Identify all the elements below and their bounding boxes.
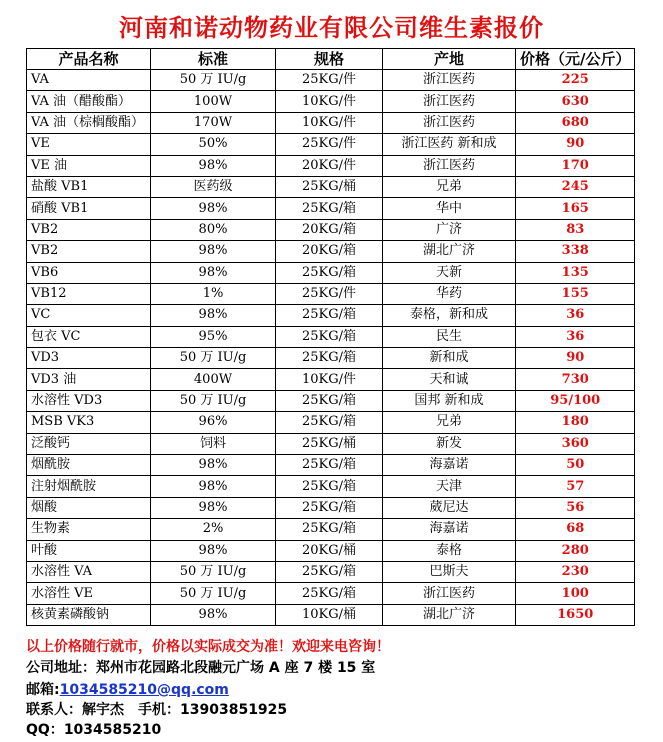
cell-price: 100 [516, 583, 635, 604]
table-row [27, 326, 635, 347]
cell-standard: 98% [151, 305, 276, 326]
cell-price: 730 [516, 369, 635, 390]
cell-origin: 海嘉诺 [383, 455, 516, 476]
cell-origin: 天津 [383, 476, 516, 497]
cell-price: 135 [516, 262, 635, 283]
cell-origin: 泰格，新和成 [383, 305, 516, 326]
cell-spec: 25KG/箱 [276, 262, 383, 283]
cell-spec: 25KG/箱 [276, 519, 383, 540]
cell-standard: 50 万 IU/g [151, 390, 276, 411]
cell-standard: 98% [151, 262, 276, 283]
cell-origin: 国邦 新和成 [383, 390, 516, 411]
cell-spec: 25KG/箱 [276, 583, 383, 604]
cell-standard: 170W [151, 112, 276, 133]
table-row [27, 155, 635, 176]
header-spec: 规格 [276, 49, 383, 70]
company-email [26, 679, 229, 699]
address-label: 公司地址： [26, 660, 96, 676]
cell-spec: 25KG/桶 [276, 176, 383, 197]
table-row [27, 305, 635, 326]
table-row [27, 540, 635, 561]
cell-standard: 98% [151, 241, 276, 262]
qq-value: 1034585210 [63, 722, 162, 738]
cell-product-name: 硝酸 VB1 [27, 198, 151, 219]
cell-standard: 50 万 IU/g [151, 561, 276, 582]
cell-spec: 25KG/箱 [276, 497, 383, 518]
cell-price: 225 [516, 70, 635, 91]
cell-spec: 10KG/桶 [276, 604, 383, 625]
cell-origin: 天新 [383, 262, 516, 283]
table-row [27, 369, 635, 390]
table-row [27, 112, 635, 133]
cell-price: 360 [516, 433, 635, 454]
cell-origin: 天和诚 [383, 369, 516, 390]
cell-origin: 湖北广济 [383, 241, 516, 262]
cell-origin: 浙江医药 [383, 155, 516, 176]
person-label: 联系人： [26, 702, 82, 718]
cell-price: 230 [516, 561, 635, 582]
cell-origin: 浙江医药 [383, 70, 516, 91]
cell-price: 165 [516, 198, 635, 219]
cell-product-name: 水溶性 VA [27, 561, 151, 582]
table-row [27, 561, 635, 582]
cell-origin: 新和成 [383, 348, 516, 369]
cell-spec: 20KG/箱 [276, 219, 383, 240]
table-row [27, 176, 635, 197]
cell-price: 1650 [516, 604, 635, 625]
cell-standard: 100W [151, 91, 276, 112]
cell-standard: 80% [151, 219, 276, 240]
page-title: 河南和诺动物药业有限公司维生素报价 [119, 14, 544, 42]
phone-value: 13903851925 [180, 702, 288, 718]
cell-origin: 巴斯夫 [383, 561, 516, 582]
cell-origin: 兄弟 [383, 176, 516, 197]
cell-origin: 浙江医药 新和成 [383, 134, 516, 155]
cell-spec: 10KG/件 [276, 112, 383, 133]
cell-product-name: VB12 [27, 283, 151, 304]
cell-product-name: VB2 [27, 219, 151, 240]
cell-product-name: VD3 [27, 348, 151, 369]
cell-standard: 50% [151, 134, 276, 155]
table-row [27, 604, 635, 625]
address-value: 郑州市花园路北段融元广场 A 座 7 楼 15 室 [96, 660, 376, 676]
cell-product-name: 烟酰胺 [27, 455, 151, 476]
cell-product-name: 烟酸 [27, 497, 151, 518]
table-row [27, 348, 635, 369]
cell-spec: 25KG/箱 [276, 198, 383, 219]
cell-spec: 25KG/箱 [276, 455, 383, 476]
table-row [27, 198, 635, 219]
cell-product-name: 包衣 VC [27, 326, 151, 347]
cell-standard: 98% [151, 198, 276, 219]
cell-standard: 50 万 IU/g [151, 70, 276, 91]
cell-standard: 98% [151, 476, 276, 497]
phone-label: 手机： [138, 702, 180, 718]
cell-origin: 民生 [383, 326, 516, 347]
cell-product-name: 盐酸 VB1 [27, 176, 151, 197]
cell-spec: 25KG/箱 [276, 476, 383, 497]
cell-standard: 50 万 IU/g [151, 348, 276, 369]
cell-spec: 10KG/件 [276, 91, 383, 112]
cell-origin: 华中 [383, 198, 516, 219]
cell-standard: 1% [151, 283, 276, 304]
cell-standard: 98% [151, 604, 276, 625]
cell-spec: 25KG/箱 [276, 305, 383, 326]
table-row [27, 583, 635, 604]
cell-product-name: 注射烟酰胺 [27, 476, 151, 497]
cell-price: 83 [516, 219, 635, 240]
table-row [27, 476, 635, 497]
qq-label: QQ： [26, 722, 64, 738]
cell-origin: 葳尼达 [383, 497, 516, 518]
email-link[interactable]: 1034585210@qq.com [59, 682, 229, 698]
cell-spec: 25KG/桶 [276, 433, 383, 454]
cell-spec: 25KG/箱 [276, 348, 383, 369]
cell-product-name: MSB VK3 [27, 412, 151, 433]
cell-price: 90 [516, 134, 635, 155]
cell-product-name: VD3 油 [27, 369, 151, 390]
cell-product-name: VA [27, 70, 151, 91]
cell-spec: 25KG/箱 [276, 561, 383, 582]
cell-origin: 兄弟 [383, 412, 516, 433]
cell-standard: 98% [151, 155, 276, 176]
cell-product-name: VC [27, 305, 151, 326]
cell-standard: 95% [151, 326, 276, 347]
table-row [27, 455, 635, 476]
cell-standard: 96% [151, 412, 276, 433]
header-price: 价格（元/公斤） [516, 49, 635, 70]
cell-origin: 海嘉诺 [383, 519, 516, 540]
price-table [26, 48, 635, 626]
cell-spec: 20KG/件 [276, 155, 383, 176]
cell-spec: 20KG/桶 [276, 540, 383, 561]
cell-price: 155 [516, 283, 635, 304]
cell-price: 36 [516, 305, 635, 326]
cell-origin: 广济 [383, 219, 516, 240]
cell-standard: 98% [151, 540, 276, 561]
table-row [27, 519, 635, 540]
table-row [27, 433, 635, 454]
cell-price: 245 [516, 176, 635, 197]
cell-spec: 25KG/件 [276, 134, 383, 155]
table-row [27, 241, 635, 262]
cell-product-name: VB6 [27, 262, 151, 283]
cell-origin: 新发 [383, 433, 516, 454]
cell-price: 50 [516, 455, 635, 476]
table-row [27, 390, 635, 411]
cell-origin: 浙江医药 [383, 91, 516, 112]
cell-origin: 华药 [383, 283, 516, 304]
cell-product-name: 水溶性 VE [27, 583, 151, 604]
table-row [27, 497, 635, 518]
cell-price: 36 [516, 326, 635, 347]
cell-price: 57 [516, 476, 635, 497]
cell-price: 630 [516, 91, 635, 112]
cell-price: 680 [516, 112, 635, 133]
table-row [27, 70, 635, 91]
cell-spec: 20KG/箱 [276, 241, 383, 262]
cell-product-name: VE 油 [27, 155, 151, 176]
cell-origin: 泰格 [383, 540, 516, 561]
cell-product-name: 生物素 [27, 519, 151, 540]
cell-spec: 25KG/箱 [276, 326, 383, 347]
cell-standard: 2% [151, 519, 276, 540]
cell-product-name: 核黄素磷酸钠 [27, 604, 151, 625]
cell-product-name: VA 油（棕榈酸酯） [27, 112, 151, 133]
cell-product-name: VB2 [27, 241, 151, 262]
cell-origin: 湖北广济 [383, 604, 516, 625]
cell-standard: 98% [151, 497, 276, 518]
header-standard: 标准 [151, 49, 276, 70]
cell-product-name: 水溶性 VD3 [27, 390, 151, 411]
person-value: 解宇杰 [82, 702, 124, 718]
cell-product-name: 泛酸钙 [27, 433, 151, 454]
cell-spec: 25KG/箱 [276, 412, 383, 433]
table-row [27, 283, 635, 304]
header-product-name: 产品名称 [27, 49, 151, 70]
cell-standard: 饲料 [151, 433, 276, 454]
cell-product-name: VA 油（醋酸酯） [27, 91, 151, 112]
company-address [26, 657, 375, 677]
table-header-row [27, 49, 635, 70]
cell-standard: 400W [151, 369, 276, 390]
cell-spec: 10KG/件 [276, 369, 383, 390]
email-label: 邮箱: [26, 682, 60, 698]
table-row [27, 219, 635, 240]
cell-price: 68 [516, 519, 635, 540]
cell-product-name: VE [27, 134, 151, 155]
table-row [27, 412, 635, 433]
cell-price: 95/100 [516, 390, 635, 411]
cell-origin: 浙江医药 [383, 112, 516, 133]
cell-spec: 25KG/件 [276, 70, 383, 91]
header-origin: 产地 [383, 49, 516, 70]
cell-spec: 25KG/箱 [276, 390, 383, 411]
cell-standard: 医药级 [151, 176, 276, 197]
price-notice: 以上价格随行就市，价格以实际成交为准！欢迎来电咨询！ [26, 639, 390, 655]
cell-price: 180 [516, 412, 635, 433]
cell-standard: 98% [151, 455, 276, 476]
cell-spec: 25KG/件 [276, 283, 383, 304]
contact-person [26, 699, 287, 719]
table-row [27, 134, 635, 155]
cell-origin: 浙江医药 [383, 583, 516, 604]
contact-qq [26, 719, 161, 739]
cell-price: 338 [516, 241, 635, 262]
cell-price: 280 [516, 540, 635, 561]
cell-standard: 50 万 IU/g [151, 583, 276, 604]
price-table-body [27, 70, 635, 626]
table-row [27, 91, 635, 112]
cell-price: 170 [516, 155, 635, 176]
cell-price: 56 [516, 497, 635, 518]
cell-product-name: 叶酸 [27, 540, 151, 561]
table-row [27, 262, 635, 283]
cell-price: 90 [516, 348, 635, 369]
